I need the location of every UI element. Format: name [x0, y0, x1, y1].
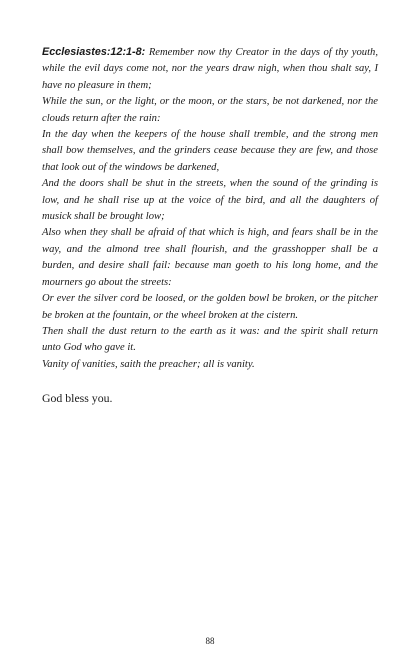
- verse-5: Also when they shall be afraid of that which is high, and fears shall be in the way, and the almond tree shall flourish, and the grasshopper shall be a burden, and desire shall fail: because man goeth to his long home, and the mourners go about the streets:: [42, 227, 378, 288]
- scripture-reference: Ecclesiastes:12:1-8:: [42, 46, 146, 58]
- verse-2: While the sun, or the light, or the moon, or the stars, be not darkened, nor the clouds return after the rain:: [42, 96, 378, 124]
- closing-line: God bless you.: [42, 391, 113, 406]
- verse-text: Remember now thy Creator in the days of thy youth, while the evil days come not, nor the years draw nigh, when thou shalt say, I have no pleasure in them;: [42, 47, 378, 91]
- verse-8: Vanity of vanities, saith the preacher; all is vanity.: [42, 358, 255, 370]
- page-body: [42, 44, 378, 406]
- verse-1: [42, 44, 378, 94]
- page-number: 88: [205, 636, 215, 646]
- verse-7: Then shall the dust return to the earth as it was: and the spirit shall return unto God who gave it.: [42, 325, 378, 354]
- verse-6: Or ever the silver cord be loosed, or the golden bowl be broken, or the pitcher be broken at the fountain, or the wheel broken at the cistern.: [42, 293, 378, 321]
- verse-3: In the day when the keepers of the house shall tremble, and the strong men shall bow themselves, and the grinders cease because they are few, and those that look out of the windows be darkened,: [42, 129, 378, 173]
- verse-4: And the doors shall be shut in the streets, when the sound of the grinding is low, and he shall rise up at the voice of the bird, and all the daughters of musick shall be brought low;: [42, 178, 378, 223]
- scripture-passage: [42, 44, 378, 373]
